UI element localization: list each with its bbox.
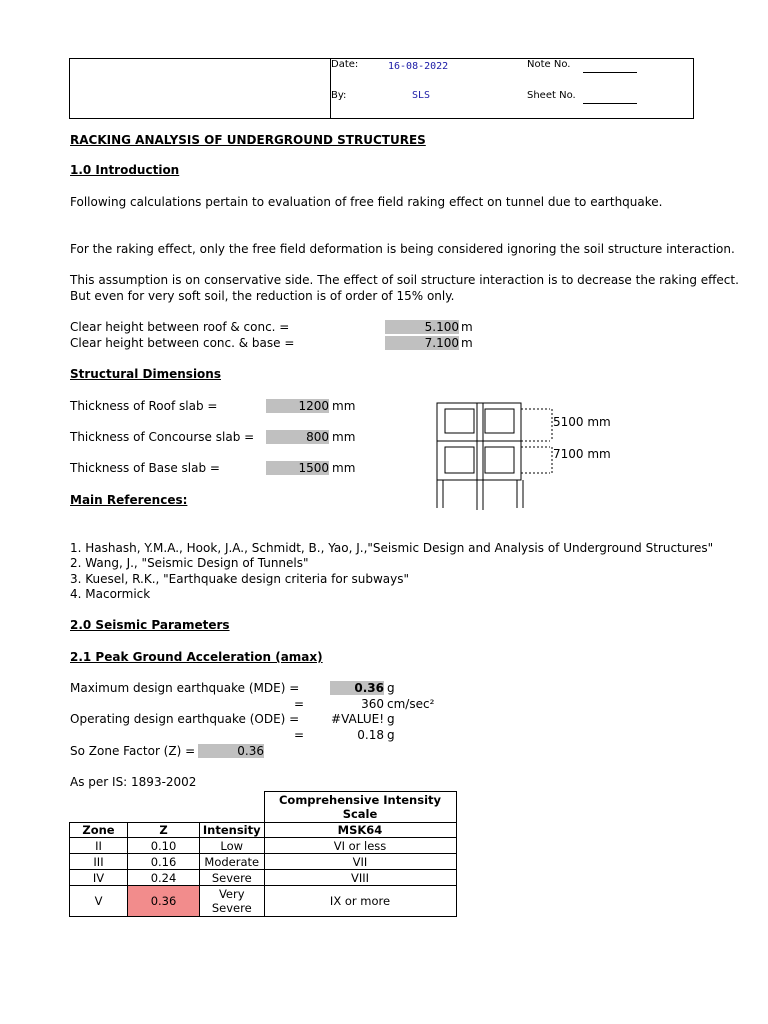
table-cell-highlight: 0.36 [128, 886, 200, 917]
cell-top-right [485, 409, 514, 433]
table-cell: Moderate [200, 854, 265, 870]
intensity-table [69, 791, 457, 917]
mde-label: Maximum design earthquake (MDE) = [70, 681, 300, 695]
ode-unit: g [387, 712, 395, 726]
concourse-label: Thickness of Concourse slab = [70, 430, 255, 444]
height1-label: Clear height between roof & conc. = [70, 320, 290, 334]
height1-value: 5.100 [385, 320, 459, 334]
structural-heading: Structural Dimensions [70, 367, 221, 381]
equals-sign: = [294, 728, 305, 742]
header-cell: Zone [70, 823, 128, 838]
zone-factor-label: So Zone Factor (Z) = [70, 744, 196, 758]
seismic-heading: 2.0 Seismic Parameters [70, 618, 230, 632]
reference-item: 3. Kuesel, R.K., "Earthquake design criteria for subways" [70, 572, 409, 586]
height2-unit: m [461, 336, 473, 350]
ode-value: #VALUE! [331, 712, 384, 726]
table-cell: IX or more [264, 886, 456, 917]
height2-label: Clear height between conc. & base = [70, 336, 295, 350]
height2-value: 7.100 [385, 336, 459, 350]
sheet-label: Sheet No. [527, 90, 576, 101]
table-super-header-row [70, 792, 457, 823]
header-cell: Z [128, 823, 200, 838]
header-cell: MSK64 [264, 823, 456, 838]
table-cell: VII [264, 854, 456, 870]
table-row [70, 838, 457, 854]
note-blank [583, 62, 637, 73]
cell-bottom-left [445, 447, 474, 473]
table-row [70, 854, 457, 870]
table-cell: 0.16 [128, 854, 200, 870]
super-header-cell: Comprehensive Intensity Scale [264, 792, 456, 823]
concourse-value: 800 [266, 430, 329, 444]
code-reference: As per IS: 1893-2002 [70, 775, 197, 789]
roof-value: 1200 [266, 399, 329, 413]
table-cell: Low [200, 838, 265, 854]
table-cell: VI or less [264, 838, 456, 854]
table-row [70, 886, 457, 917]
header-cell: Intensity [200, 823, 265, 838]
roof-label: Thickness of Roof slab = [70, 399, 218, 413]
equals-sign: = [294, 697, 305, 711]
roof-unit: mm [332, 399, 356, 413]
zone-factor-value: 0.36 [198, 744, 264, 758]
pga-heading: 2.1 Peak Ground Acceleration (amax) [70, 650, 323, 664]
intro-p1: Following calculations pertain to evaluation of free field raking effect on tunnel due to earthquake. [70, 195, 663, 209]
reference-item: 1. Hashash, Y.M.A., Hook, J.A., Schmidt, B., Yao, J.,"Seismic Design and Analysis of Underground Structures" [70, 541, 714, 555]
table-cell: VIII [264, 870, 456, 886]
by-label: By: [331, 90, 347, 101]
table-cell: II [70, 838, 128, 854]
by-value: SLS [412, 90, 431, 101]
intro-p3a: This assumption is on conservative side. The effect of soil structure interaction is to decrease the raking effect. [70, 273, 739, 287]
cell-top-left [445, 409, 474, 433]
mde-cm-value: 360 [361, 697, 384, 711]
reference-item: 2. Wang, J., "Seismic Design of Tunnels" [70, 556, 309, 570]
reference-item: 4. Macormick [70, 587, 151, 601]
date-value: 16-08-2022 [388, 61, 449, 72]
table-header-row [70, 823, 457, 838]
mde-value: 0.36 [330, 681, 384, 695]
diagram-bottom-dim: 7100 mm [553, 447, 611, 461]
table-cell: V [70, 886, 128, 917]
ode-label: Operating design earthquake (ODE) = [70, 712, 300, 726]
diagram-top-dim: 5100 mm [553, 415, 611, 429]
table-row [70, 870, 457, 886]
intro-p3b: But even for very soft soil, the reduction is of order of 15% only. [70, 289, 455, 303]
mde-unit: g [387, 681, 395, 695]
intro-heading: 1.0 Introduction [70, 163, 180, 177]
mde-cm-unit: cm/sec² [387, 697, 435, 711]
intro-p2: For the raking effect, only the free field deformation is being considered ignoring the soil structure interaction. [70, 242, 735, 256]
height1-unit: m [461, 320, 473, 334]
cell-bottom-right [485, 447, 514, 473]
sheet-blank [583, 93, 637, 104]
table-cell: III [70, 854, 128, 870]
ode-g-value: 0.18 [357, 728, 384, 742]
date-label: Date: [331, 59, 359, 70]
concourse-unit: mm [332, 430, 356, 444]
table-cell: 0.24 [128, 870, 200, 886]
base-label: Thickness of Base slab = [70, 461, 220, 475]
table-cell: Severe [200, 870, 265, 886]
note-label: Note No. [527, 59, 571, 70]
base-value: 1500 [266, 461, 329, 475]
table-cell: 0.10 [128, 838, 200, 854]
references-heading: Main References: [70, 493, 188, 507]
ode-g-unit: g [387, 728, 395, 742]
base-unit: mm [332, 461, 356, 475]
table-cell: IV [70, 870, 128, 886]
table-cell: Very Severe [200, 886, 265, 917]
page-title: RACKING ANALYSIS OF UNDERGROUND STRUCTURES [70, 133, 426, 147]
